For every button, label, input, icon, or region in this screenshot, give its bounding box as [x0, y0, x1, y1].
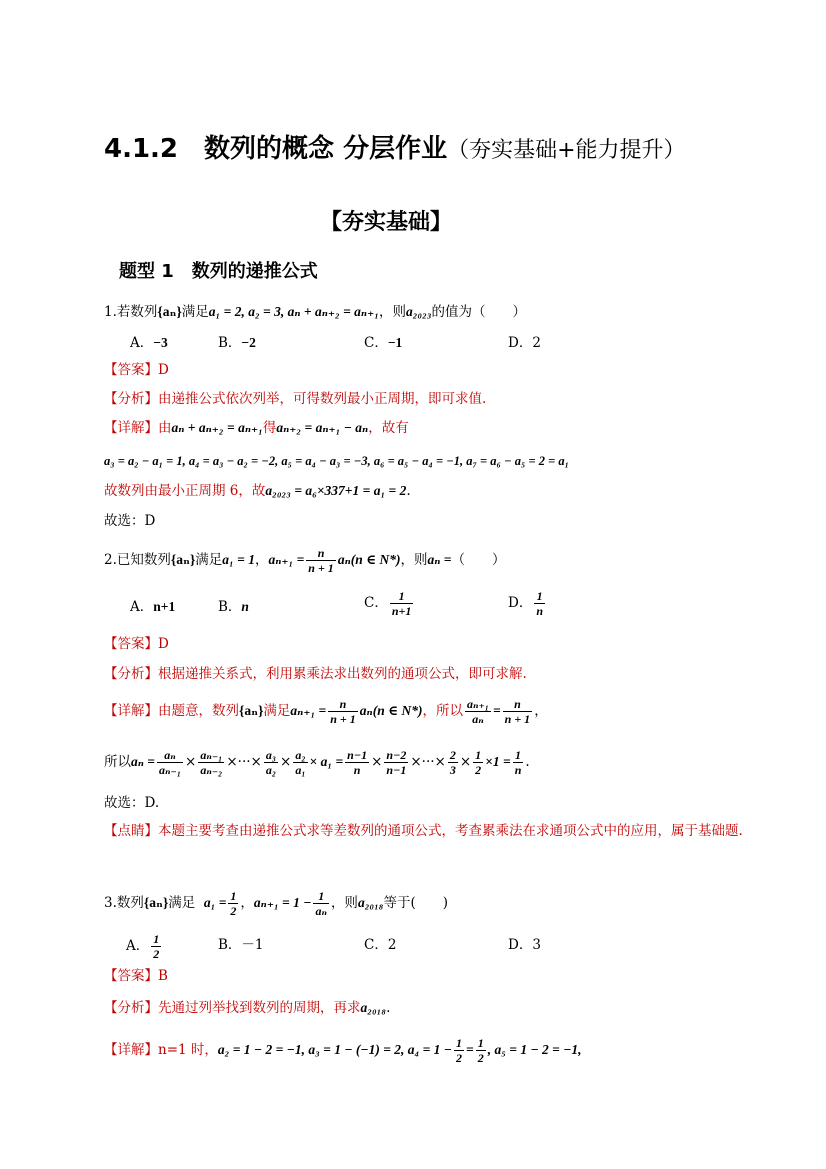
q2-choice: 故选：D. [104, 795, 160, 811]
q1-option-a: A．−3 [130, 335, 168, 351]
q1-option-c: C．−1 [364, 335, 403, 351]
question-type-heading: 题型 1 数列的递推公式 [119, 261, 318, 282]
q2-detail-line2: 所以aₙ = $\frac{\text{aₙ}}{\text{aₙ₋₁}}$ × $\frac{\text{aₙ₋₁}}{\text{aₙ₋₂}}$ ×···× $\frac{\text{a₃}}{\text{a₂}}$ × $\frac{\text{a₂}}{\text{a₁}}$ × a₁ = $\frac{n-1}{n}$ × $\frac{n-2}{n-1}$ ×···× $\frac{2}{3}$ × $\frac{1}{2}$ ×1 = $\frac{1}{n}$ . [104, 748, 530, 777]
q3-detail-line1: 【详解】n=1 时，a₂ = 1 − 2 = −1, a₃ = 1 − (−1) = 2, a₄ = 1 − $\frac{1}{2}$ = $\frac{1}{2}$ , a₅ = 1 − 2 = −1, [104, 1036, 582, 1065]
q2-option-b: B．n [218, 599, 249, 615]
q3-answer: 【答案】B [104, 968, 168, 984]
q2-stem: 2.已知数列{aₙ}满足a₁ = 1，aₙ₊₁ = $\frac{n}{n + 1}$ aₙ(n ∈ N*)，则aₙ =（ ） [104, 546, 506, 575]
q1-detail-line2: a₃ = a₂ − a₁ = 1, a₄ = a₃ − a₂ = −2, a₅ = a₄ − a₃ = −3, a₆ = a₅ − a₄ = −1, a₇ = a₆ − a₅ = 2 = a₁ [104, 454, 569, 468]
q2-comment: 【点睛】本题主要考查由递推公式求等差数列的通项公式，考查累乘法在求通项公式中的应用，属于基础题. [104, 823, 743, 839]
q3-option-a: A． $\frac{1}{2}$ [126, 932, 160, 961]
q1-option-b: B．−2 [218, 335, 256, 351]
q2-option-c: C． $\frac{1}{n+1}$ [364, 589, 412, 618]
q3-option-c: C．2 [364, 937, 397, 953]
q1-choice: 故选：D [104, 513, 156, 529]
title-main: 4.1.2 数列的概念 分层作业 [104, 134, 448, 164]
q2-analysis: 【分析】根据递推关系式，利用累乘法求出数列的通项公式，即可求解. [104, 666, 527, 682]
q1-detail-line1: 【详解】由aₙ + aₙ₊₂ = aₙ₊₁得aₙ₊₂ = aₙ₊₁ − aₙ，故有 [104, 420, 409, 436]
q3-option-b: B．－1 [218, 937, 264, 953]
q1-option-d: D．2 [508, 335, 541, 351]
q2-answer: 【答案】D [104, 636, 169, 652]
q1-stem: 1.若数列{aₙ}满足a₁ = 2, a₂ = 3, aₙ + aₙ₊₂ = aₙ₊₁，则a₂₀₂₃的值为（ ） [104, 304, 527, 320]
q3-option-d: D．3 [508, 937, 541, 953]
page-title [104, 128, 686, 165]
q3-analysis: 【分析】先通过列举找到数列的周期，再求a₂₀₁₈. [104, 1000, 391, 1016]
q3-stem: 3.数列{aₙ}满足 a₁ = $\frac{1}{2}$ ，aₙ₊₁ = 1 − $\frac{1}{\text{aₙ}}$ ，则a₂₀₁₈等于( ) [104, 889, 449, 918]
q2-detail-line1: 【详解】由题意，数列{aₙ}满足aₙ₊₁ = $\frac{n}{n + 1}$ aₙ(n ∈ N*)，所以 $\frac{\text{aₙ₊₁}}{\text{aₙ}}$ = $\frac{n}{n + 1}$ ， [104, 697, 548, 726]
section-heading: 【夯实基础】 [320, 210, 453, 235]
q1-analysis: 【分析】由递推公式依次列举，可得数列最小正周期，即可求值. [104, 391, 487, 407]
title-sub: （夯实基础+能力提升） [447, 138, 686, 163]
q2-option-a: A．n+1 [130, 599, 176, 615]
q2-option-d: D． $\frac{1}{n}$ [508, 589, 544, 618]
q1-answer: 【答案】D [104, 362, 169, 378]
q1-detail-line3: 故数列由最小正周期 6，故a₂₀₂₃ = a₆×337+1 = a₁ = 2. [104, 483, 411, 499]
